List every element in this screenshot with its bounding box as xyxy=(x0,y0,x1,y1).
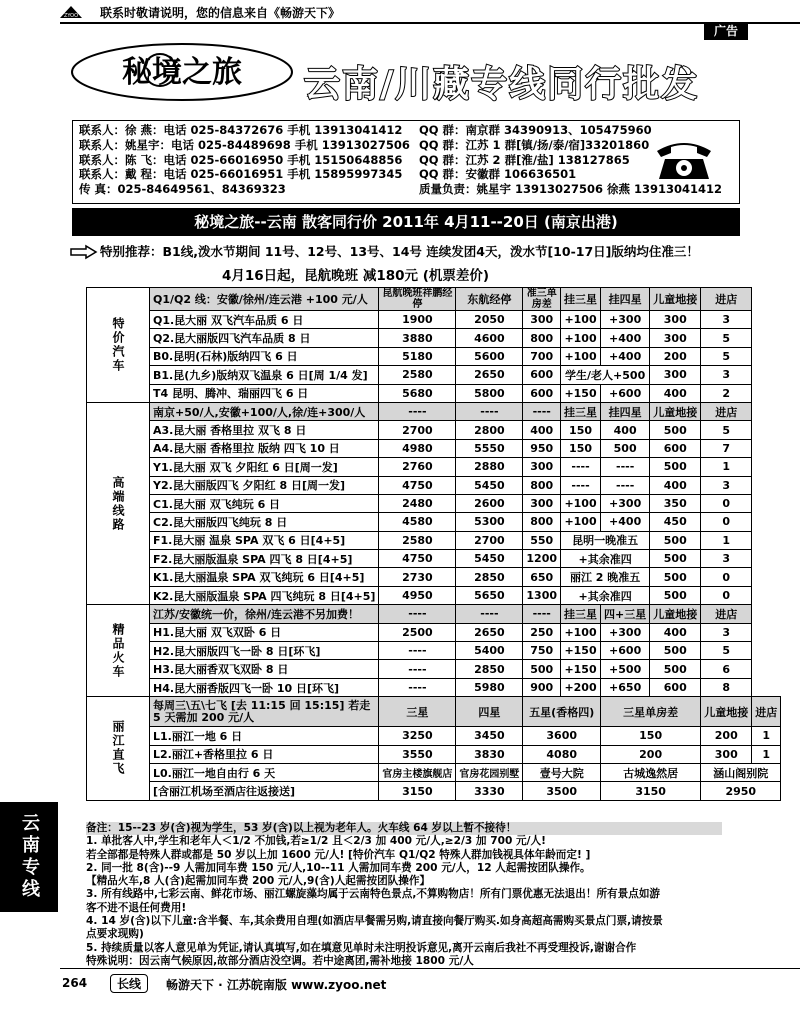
price-cell: 3 xyxy=(701,366,752,384)
header-cell: 挂四星 xyxy=(601,288,650,311)
price-cell: 500 xyxy=(523,660,561,678)
price-cell: +100 xyxy=(561,513,601,531)
price-cell: 300 xyxy=(523,458,561,476)
table-row xyxy=(87,727,781,745)
header-cell: 儿童地接 xyxy=(650,288,701,311)
price-cell: +100 xyxy=(561,311,601,329)
table-row xyxy=(87,550,781,568)
contact-row xyxy=(79,182,733,197)
price-cell: 2580 xyxy=(379,366,456,384)
price-cell: 3 xyxy=(701,550,752,568)
price-cell: 7 xyxy=(701,439,752,457)
header-cell: 进店 xyxy=(701,288,752,311)
price-cell: 5180 xyxy=(379,347,456,365)
route-cell: A4.昆大丽 香格里拉 版纳 四飞 10 日 xyxy=(150,439,379,457)
footer-rule xyxy=(60,968,800,969)
price-cell: ---- xyxy=(561,458,601,476)
hotel-cell: 涵山阁别院 xyxy=(701,763,781,781)
price-cell: 4750 xyxy=(379,550,456,568)
note-line: 5. 持续质量以客人意见单为凭证,请认真填写,如在填意见单时未注明投诉意见,离开云南后我社不再受理投诉,谢谢合作 xyxy=(86,941,637,954)
price-cell: +150 xyxy=(561,660,601,678)
price-cell: 5450 xyxy=(456,476,523,494)
category-label: 精品火车 xyxy=(87,605,150,697)
note-line: 【精品火车,8 人(含)起需加同车费 200 元/人,9(含)人起需按团队操作】 xyxy=(86,875,431,888)
price-cell: ---- xyxy=(379,642,456,660)
side-tab: 云南专线 xyxy=(0,802,58,912)
price-cell: 2700 xyxy=(379,421,456,439)
price-cell: 4750 xyxy=(379,476,456,494)
price-cell: 5 xyxy=(701,642,752,660)
price-cell: 6 xyxy=(701,660,752,678)
price-cell: 2650 xyxy=(456,623,523,641)
main-title: 秘境之旅--云南 散客同行价 2011年 4月11--20日 (南京出港) xyxy=(72,208,740,236)
route-cell: F1.昆大丽 温泉 SPA 双飞 6 日[4+5] xyxy=(150,531,379,549)
header-cell: 江苏/安徽统一价，徐州/连云港不另加费！ xyxy=(150,605,379,623)
price-cell: 0 xyxy=(701,586,752,604)
price-cell: 800 xyxy=(523,513,561,531)
route-cell: K2.昆大丽版温泉 SPA 四飞纯玩 8 日[4+5] xyxy=(150,586,379,604)
route-cell: H3.昆大丽香双飞双卧 8 日 xyxy=(150,660,379,678)
route-cell: Y2.昆大丽版四飞 夕阳红 8 日[周一发] xyxy=(150,476,379,494)
note-line: 4. 14 岁(含)以下儿童:含半餐、车,其余费用自理(如酒店早餐需另购,请直接向餐厅购买.如身高超高需购买景点门票,请按景 xyxy=(86,915,663,928)
price-cell: 学生/老人+500 xyxy=(561,366,650,384)
price-cell: 250 xyxy=(523,623,561,641)
route-cell: K1.昆大丽温泉 SPA 双飞纯玩 6 日[4+5] xyxy=(150,568,379,586)
price-cell: +100 xyxy=(561,623,601,641)
contact-row xyxy=(79,123,733,138)
price-cell: +400 xyxy=(601,347,650,365)
header-cell: ---- xyxy=(379,402,456,420)
contact-row xyxy=(79,153,733,168)
header-cell: 儿童地接 xyxy=(701,697,752,727)
price-cell: 300 xyxy=(701,745,752,763)
price-cell: 5450 xyxy=(456,550,523,568)
contact-left: 联系人：徐 燕：电话 025-84372676 手机 13913041412 xyxy=(79,123,403,137)
price-cell: 3 xyxy=(701,311,752,329)
header-cell: ---- xyxy=(379,605,456,623)
header-cell: 儿童地接 xyxy=(650,402,701,420)
header-cell: ---- xyxy=(523,605,561,623)
header-cell: 昆航晚班祥鹏经停 xyxy=(379,288,456,311)
category-label: 丽江直飞 xyxy=(87,697,150,801)
header-rule xyxy=(60,22,800,24)
price-cell: 5680 xyxy=(379,384,456,402)
telephone-icon xyxy=(653,135,715,183)
table-header-row xyxy=(87,605,781,623)
price-cell: 500 xyxy=(650,568,701,586)
table-header-row xyxy=(87,288,781,311)
contact-left: 联系人：姚星宇：电话 025-84489698 手机 13913027506 xyxy=(79,137,410,152)
price-cell: 300 xyxy=(523,494,561,512)
route-cell: B0.昆明(石林)版纳四飞 6 日 xyxy=(150,347,379,365)
price-cell: +400 xyxy=(601,513,650,531)
price-cell: +100 xyxy=(561,329,601,347)
header-cell: 挂三星 xyxy=(561,288,601,311)
hotel-cell: 古城逸然居 xyxy=(601,763,701,781)
price-cell: 3880 xyxy=(379,329,456,347)
price-cell: +500 xyxy=(601,660,650,678)
price-cell: 600 xyxy=(650,439,701,457)
note-line: 点要求现购) xyxy=(86,928,144,941)
magazine-logo-icon xyxy=(58,4,84,20)
price-cell: 950 xyxy=(523,439,561,457)
price-cell: 2880 xyxy=(456,458,523,476)
price-cell: 5400 xyxy=(456,642,523,660)
table-row xyxy=(87,366,781,384)
table-row xyxy=(87,458,781,476)
route-cell: H2.昆大丽版四飞一卧 8 日[环飞] xyxy=(150,642,379,660)
price-cell: 200 xyxy=(601,745,701,763)
note-line: 2. 同一批 8(含)--9 人需加同车费 150 元/人,10--11 人需加同车费 200 元/人，12 人起需按团队操作。 xyxy=(86,861,591,874)
flight-discount: 4月16日起，昆航晚班 减180元 (机票差价) xyxy=(222,268,490,284)
price-cell: 500 xyxy=(650,586,701,604)
price-cell: 300 xyxy=(650,366,701,384)
contact-row xyxy=(79,167,733,182)
note-line: 若全部都是特殊人群或都是 50 岁以上加 1600 元/人! [特价汽车 Q1/Q2 特殊人群加钱视具体年龄而定! ] xyxy=(86,848,591,861)
price-cell: 2950 xyxy=(701,782,781,800)
table-row xyxy=(87,439,781,457)
hotel-price-row xyxy=(87,782,781,800)
price-cell: 3830 xyxy=(456,745,523,763)
table-row xyxy=(87,421,781,439)
price-cell: 500 xyxy=(650,458,701,476)
price-cell: 2850 xyxy=(456,568,523,586)
price-cell: +650 xyxy=(601,678,650,696)
price-cell: 3250 xyxy=(379,727,456,745)
pointing-hand-icon xyxy=(70,244,98,260)
price-cell: 1 xyxy=(752,745,781,763)
contact-row xyxy=(79,138,733,153)
header-cell: 每周三\五\七飞 [去 11:15 回 15:15] 若走 5 天需加 200 元/人 xyxy=(150,697,379,727)
header-notice: 联系时敬请说明，您的信息来自《畅游天下》 xyxy=(100,6,341,20)
header-cell: 挂三星 xyxy=(561,402,601,420)
price-cell: 2850 xyxy=(456,660,523,678)
price-cell: 400 xyxy=(650,384,701,402)
price-cell: 500 xyxy=(650,421,701,439)
price-cell: 4950 xyxy=(379,586,456,604)
price-cell: 550 xyxy=(523,531,561,549)
notes-section xyxy=(86,822,722,968)
category-label: 特价汽车 xyxy=(87,288,150,403)
route-cell: C1.昆大丽 双飞纯玩 6 日 xyxy=(150,494,379,512)
table-row xyxy=(87,623,781,641)
price-cell: 800 xyxy=(523,476,561,494)
price-cell: 450 xyxy=(650,513,701,531)
header-cell: Q1/Q2 线：安徽/徐州/连云港 +100 元/人 xyxy=(150,288,379,311)
table-row xyxy=(87,384,781,402)
contact-right: QQ 群：安徽群 106636501 xyxy=(419,167,577,182)
table-row xyxy=(87,678,781,696)
contact-left: 传 真：025-84649561、84369323 xyxy=(79,182,286,197)
price-cell: 5800 xyxy=(456,384,523,402)
header-cell: 四+三星 xyxy=(601,605,650,623)
contact-right: QQ 群：江苏 1 群[镇/扬/泰/宿]33201860 xyxy=(419,137,650,152)
price-cell: +600 xyxy=(601,384,650,402)
header-cell: 三星 xyxy=(379,697,456,727)
table-row xyxy=(87,311,781,329)
note-line: 特殊说明：因云南气候原因,故部分酒店没空调。若中途离团,需补地接 1800 元/人 xyxy=(86,954,474,967)
price-cell: 0 xyxy=(701,513,752,531)
table-row xyxy=(87,568,781,586)
header-cell: 东航经停 xyxy=(456,288,523,311)
hotel-header-row xyxy=(87,763,781,781)
price-cell: 昆明一晚准五 xyxy=(561,531,650,549)
price-cell: 3 xyxy=(701,476,752,494)
header-cell: 准三单房差 xyxy=(523,288,561,311)
price-cell: 5650 xyxy=(456,586,523,604)
price-cell: 2 xyxy=(701,384,752,402)
price-cell: 3550 xyxy=(379,745,456,763)
price-cell: ---- xyxy=(379,660,456,678)
price-table xyxy=(86,287,781,801)
route-cell: C2.昆大丽版四飞纯玩 8 日 xyxy=(150,513,379,531)
note-line: 客不进不退任何费用! xyxy=(86,901,187,914)
hotel-cell: 壹号大院 xyxy=(523,763,601,781)
table-row xyxy=(87,329,781,347)
table-row xyxy=(87,513,781,531)
price-cell: 3600 xyxy=(523,727,601,745)
price-cell: +200 xyxy=(561,678,601,696)
special-recommendation: 特别推荐：B1线,泼水节期间 11号、12号、13号、14号 连续发团4天，泼水节[10-17日]版纳均住准三！ xyxy=(100,244,699,259)
note-line: 3. 所有线路中,七彩云南、鲜花市场、丽江螺旋藻均属于云南特色景点,不算购物店！所有门票优惠无法退出！所有景点如游 xyxy=(86,888,661,901)
route-cell: H1.昆大丽 双飞双卧 6 日 xyxy=(150,623,379,641)
price-cell: 5600 xyxy=(456,347,523,365)
price-cell: ---- xyxy=(379,678,456,696)
hotel-cell: 官房主楼旗舰店 xyxy=(379,763,456,781)
brand-text: 秘境之旅 xyxy=(122,55,242,90)
price-cell: 600 xyxy=(650,678,701,696)
price-cell: 1200 xyxy=(523,550,561,568)
price-cell: 750 xyxy=(523,642,561,660)
contact-right: QQ 群：江苏 2 群[淮/盐] 138127865 xyxy=(419,152,630,167)
price-cell: 700 xyxy=(523,347,561,365)
section-tag: 长线 xyxy=(110,974,148,993)
price-cell: 500 xyxy=(650,550,701,568)
price-cell: 2480 xyxy=(379,494,456,512)
price-cell: +100 xyxy=(561,494,601,512)
price-cell: 3500 xyxy=(523,782,601,800)
route-cell: L1.丽江一地 6 日 xyxy=(150,727,379,745)
price-cell: 1 xyxy=(701,458,752,476)
price-cell: 300 xyxy=(650,311,701,329)
ad-badge: 广告 xyxy=(704,22,748,40)
route-cell: H4.昆大丽香版四飞一卧 10 日[环飞] xyxy=(150,678,379,696)
header-cell: 挂四星 xyxy=(601,402,650,420)
banner-title: 云南/川藏专线同行批发 xyxy=(304,64,700,105)
price-cell: 400 xyxy=(650,476,701,494)
price-cell: 4080 xyxy=(523,745,601,763)
hotel-cell: 官房花园别墅 xyxy=(456,763,523,781)
price-cell: 5550 xyxy=(456,439,523,457)
price-cell: 2700 xyxy=(456,531,523,549)
price-cell: 2800 xyxy=(456,421,523,439)
table-row xyxy=(87,745,781,763)
header-cell: 三星单房差 xyxy=(601,697,701,727)
price-cell: 4980 xyxy=(379,439,456,457)
price-cell: 1 xyxy=(701,531,752,549)
category-label: 高端线路 xyxy=(87,402,150,604)
contact-left: 联系人：陈 飞：电话 025-66016950 手机 15150648856 xyxy=(79,152,403,167)
price-cell: 500 xyxy=(650,660,701,678)
price-cell: 2500 xyxy=(379,623,456,641)
price-cell: 8 xyxy=(701,678,752,696)
header-cell: 儿童地接 xyxy=(650,605,701,623)
price-cell: 500 xyxy=(650,531,701,549)
price-cell: ---- xyxy=(601,476,650,494)
footer-site: 畅游天下 · 江苏皖南版 www.zyoo.net xyxy=(166,978,387,992)
table-row xyxy=(87,347,781,365)
price-cell: +300 xyxy=(601,494,650,512)
route-cell: F2.昆大丽版温泉 SPA 四飞 8 日[4+5] xyxy=(150,550,379,568)
price-cell: 500 xyxy=(650,642,701,660)
price-cell: 600 xyxy=(523,384,561,402)
price-cell: 5 xyxy=(701,329,752,347)
table-row xyxy=(87,642,781,660)
price-cell: 300 xyxy=(523,311,561,329)
price-cell: ---- xyxy=(601,458,650,476)
header-cell: ---- xyxy=(523,402,561,420)
price-cell: +300 xyxy=(601,311,650,329)
price-cell: 900 xyxy=(523,678,561,696)
price-cell: +100 xyxy=(561,347,601,365)
svg-text:ZYOO: ZYOO xyxy=(63,13,79,19)
header-cell: 四星 xyxy=(456,697,523,727)
note-line: 1. 单批客人中,学生和老年人＜1/2 不加钱,若≥1/2 且＜2/3 加 400 元/人,≥2/3 加 700 元/人! xyxy=(86,835,546,848)
price-cell: 2050 xyxy=(456,311,523,329)
contact-left: 联系人：戴 程：电话 025-66016951 手机 15895997345 xyxy=(79,167,403,182)
header-cell: ---- xyxy=(456,605,523,623)
price-cell: ---- xyxy=(561,476,601,494)
route-cell: T4 昆明、腾冲、瑞丽四飞 6 日 xyxy=(150,384,379,402)
price-cell: 500 xyxy=(601,439,650,457)
table-row xyxy=(87,660,781,678)
price-cell: 2580 xyxy=(379,531,456,549)
banner xyxy=(68,38,744,116)
price-cell: 4580 xyxy=(379,513,456,531)
price-cell: 2600 xyxy=(456,494,523,512)
header-cell: 进店 xyxy=(701,605,752,623)
page-number: 264 xyxy=(62,976,88,990)
route-cell: L0.丽江一地自由行 6 天 xyxy=(150,763,379,781)
price-cell: 丽江 2 晚准五 xyxy=(561,568,650,586)
price-cell: 350 xyxy=(650,494,701,512)
route-cell: B1.昆(九乡)版纳双飞温泉 6 日[周 1/4 发] xyxy=(150,366,379,384)
price-cell: 0 xyxy=(701,568,752,586)
price-cell: 300 xyxy=(650,329,701,347)
price-cell: +600 xyxy=(601,642,650,660)
price-cell: 3150 xyxy=(379,782,456,800)
route-cell: Q1.昆大丽 双飞汽车品质 6 日 xyxy=(150,311,379,329)
route-cell: L2.丽江+香格里拉 6 日 xyxy=(150,745,379,763)
contact-right: QQ 群：南京群 34390913、105475960 xyxy=(419,123,652,137)
route-cell: Q2.昆大丽版四飞汽车品质 8 日 xyxy=(150,329,379,347)
price-cell: 5300 xyxy=(456,513,523,531)
contact-right: 质量负责：姚星宇 13913027506 徐燕 13913041412 xyxy=(419,182,723,197)
price-cell: 1300 xyxy=(523,586,561,604)
price-cell: +400 xyxy=(601,329,650,347)
header-cell: 进店 xyxy=(752,697,781,727)
price-cell: +150 xyxy=(561,642,601,660)
price-cell: 3330 xyxy=(456,782,523,800)
header-cell: 五星(香格四) xyxy=(523,697,601,727)
route-cell: Y1.昆大丽 双飞 夕阳红 6 日[周一发] xyxy=(150,458,379,476)
price-cell: 600 xyxy=(523,366,561,384)
price-cell: +其余准四 xyxy=(561,550,650,568)
table-row xyxy=(87,476,781,494)
header-cell: 挂三星 xyxy=(561,605,601,623)
price-cell: 200 xyxy=(650,347,701,365)
price-cell: 3450 xyxy=(456,727,523,745)
table-header-row xyxy=(87,697,781,727)
price-cell: 4600 xyxy=(456,329,523,347)
header-cell: 南京+50/人,安徽+100/人,徐/连+300/人 xyxy=(150,402,379,420)
brand-logo xyxy=(68,38,296,104)
price-cell: 3 xyxy=(701,623,752,641)
price-cell: 150 xyxy=(561,421,601,439)
route-cell: A3.昆大丽 香格里拉 双飞 8 日 xyxy=(150,421,379,439)
price-cell: 5 xyxy=(701,421,752,439)
price-cell: 650 xyxy=(523,568,561,586)
table-row xyxy=(87,494,781,512)
price-cell: 2730 xyxy=(379,568,456,586)
price-cell: 2760 xyxy=(379,458,456,476)
price-cell: 2650 xyxy=(456,366,523,384)
price-cell: 150 xyxy=(601,727,701,745)
price-cell: +150 xyxy=(561,384,601,402)
header-cell: 进店 xyxy=(701,402,752,420)
price-cell: 1 xyxy=(752,727,781,745)
price-cell: +其余准四 xyxy=(561,586,650,604)
note-line: 备注：15--23 岁(含)视为学生，53 岁(含)以上视为老年人。火车线 64 岁以上暂不接待！ xyxy=(86,822,722,835)
price-cell: 3150 xyxy=(601,782,701,800)
price-cell: 400 xyxy=(601,421,650,439)
price-cell: +300 xyxy=(601,623,650,641)
price-cell: 1900 xyxy=(379,311,456,329)
contact-box xyxy=(72,120,740,204)
price-cell: 0 xyxy=(701,494,752,512)
price-cell: 200 xyxy=(701,727,752,745)
table-row xyxy=(87,531,781,549)
price-cell: 5 xyxy=(701,347,752,365)
header-cell: ---- xyxy=(456,402,523,420)
price-cell: 150 xyxy=(561,439,601,457)
route-cell: [含丽江机场至酒店往返接送] xyxy=(150,782,379,800)
price-cell: 800 xyxy=(523,329,561,347)
price-cell: 400 xyxy=(650,623,701,641)
table-row xyxy=(87,586,781,604)
price-cell: 5980 xyxy=(456,678,523,696)
price-cell: 400 xyxy=(523,421,561,439)
table-header-row xyxy=(87,402,781,420)
